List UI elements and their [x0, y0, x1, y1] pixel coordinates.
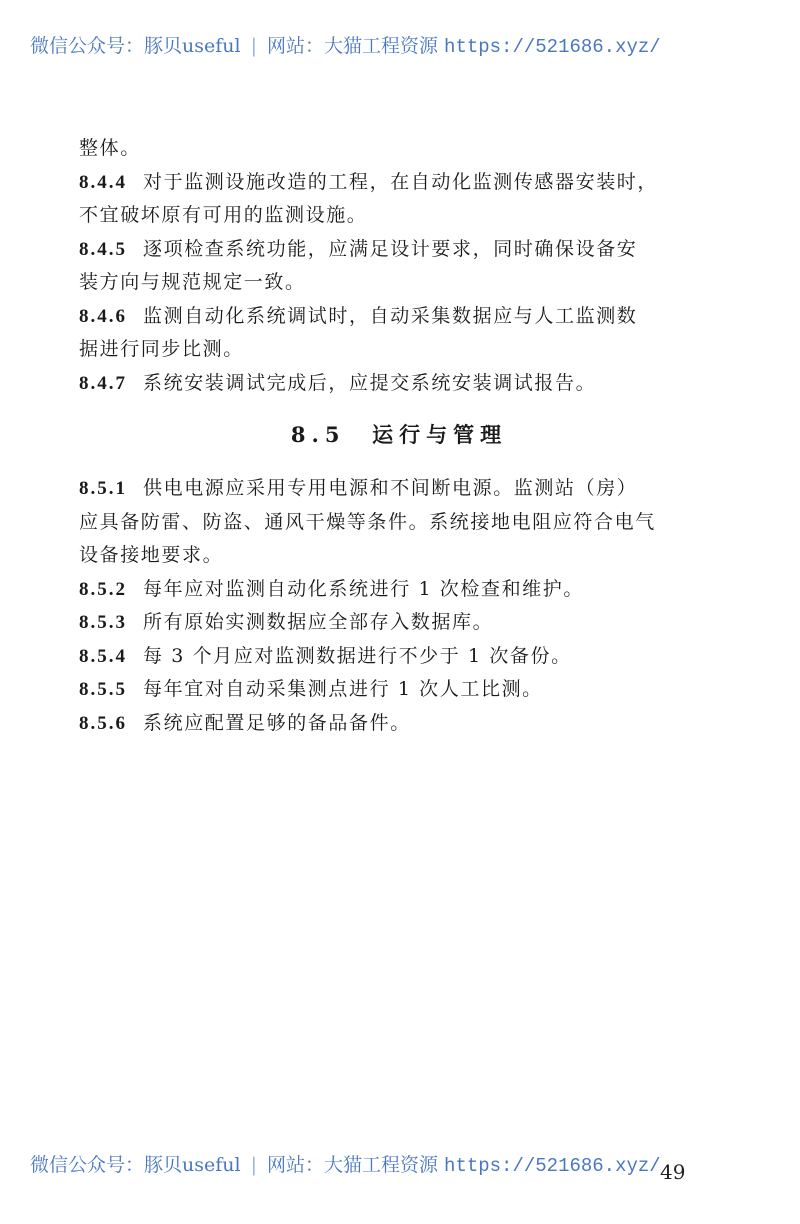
- clause-line: [79, 539, 719, 573]
- clause-line: [79, 573, 719, 607]
- intro-line: 整体。: [79, 137, 141, 159]
- clause-number: 8.4.4: [79, 171, 127, 193]
- clause-number: 8.5.5: [79, 679, 127, 700]
- clause-line: [79, 333, 719, 367]
- clause-text: 装方向与规范规定一致。: [79, 271, 306, 293]
- watermark-footer: [30, 1150, 661, 1177]
- clause-number: 8.5.2: [79, 578, 127, 600]
- clause-number: 8.5.4: [79, 645, 127, 667]
- clause-line: [79, 266, 719, 300]
- document-body: [79, 132, 719, 740]
- watermark-url: https://521686.xyz/: [444, 1155, 661, 1177]
- clause-number: 8.5.1: [79, 478, 127, 499]
- watermark-site-label: 网站：大猫工程资源: [266, 1154, 438, 1176]
- clause-line: [79, 506, 719, 540]
- clause-line: [79, 673, 719, 707]
- page-number: 49: [660, 1160, 686, 1184]
- clause-text: 设备接地要求。: [79, 544, 224, 566]
- clause-text: 所有原始实测数据应全部存入数据库。: [143, 611, 494, 633]
- clause-text: 每 3 个月应对监测数据进行不少于 1 次备份。: [143, 644, 572, 667]
- section-number: 8.5: [290, 422, 346, 447]
- clause-line: [79, 367, 719, 401]
- clause-text: 对于监测设施改造的工程，在自动化监测传感器安装时，: [143, 170, 659, 193]
- clause-number: 8.4.5: [79, 238, 127, 260]
- clause-line: [79, 233, 719, 267]
- clause-number: 8.5.6: [79, 712, 127, 734]
- clause-text: 每年宜对自动采集测点进行 1 次人工比测。: [143, 678, 543, 700]
- clause-text: 逐项检查系统功能，应满足设计要求，同时确保设备安: [143, 237, 638, 260]
- clause-line: [79, 472, 719, 506]
- clause-line: [79, 707, 719, 741]
- clause-number: 8.5.3: [79, 612, 127, 633]
- clause-number: 8.4.7: [79, 372, 127, 394]
- clauses-8-4: [79, 166, 719, 401]
- clauses-8-5: [79, 472, 719, 740]
- clause-text: 供电电源应采用专用电源和不间断电源。监测站（房）: [143, 477, 638, 499]
- watermark-separator: |: [250, 1154, 257, 1176]
- watermark-site-label: 网站：大猫工程资源: [266, 35, 438, 57]
- clause-text: 每年应对监测自动化系统进行 1 次检查和维护。: [143, 577, 584, 600]
- clause-text: 系统应配置足够的备品备件。: [143, 711, 411, 734]
- clause-line: [79, 166, 719, 200]
- clause-line: [79, 606, 719, 640]
- clause-line: [79, 199, 719, 233]
- section-heading: [79, 410, 719, 464]
- clause-line: [79, 640, 719, 674]
- section-title: 运行与管理: [372, 422, 508, 447]
- clause-text: 据进行同步比测。: [79, 338, 244, 360]
- clause-text: 不宜破坏原有可用的监测设施。: [79, 204, 368, 226]
- watermark-wechat: 微信公众号：豚贝useful: [30, 1154, 241, 1176]
- clause-line: [79, 300, 719, 334]
- clause-text: 应具备防雷、防盗、通风干燥等条件。系统接地电阻应符合电气: [79, 510, 656, 533]
- clause-text: 监测自动化系统调试时，自动采集数据应与人工监测数: [143, 304, 638, 327]
- watermark-url: https://521686.xyz/: [444, 36, 661, 58]
- watermark-separator: |: [250, 35, 257, 57]
- watermark-header: [30, 31, 661, 58]
- clause-text: 系统安装调试完成后，应提交系统安装调试报告。: [143, 371, 597, 394]
- clause-number: 8.4.6: [79, 305, 127, 327]
- watermark-wechat: 微信公众号：豚贝useful: [30, 35, 241, 57]
